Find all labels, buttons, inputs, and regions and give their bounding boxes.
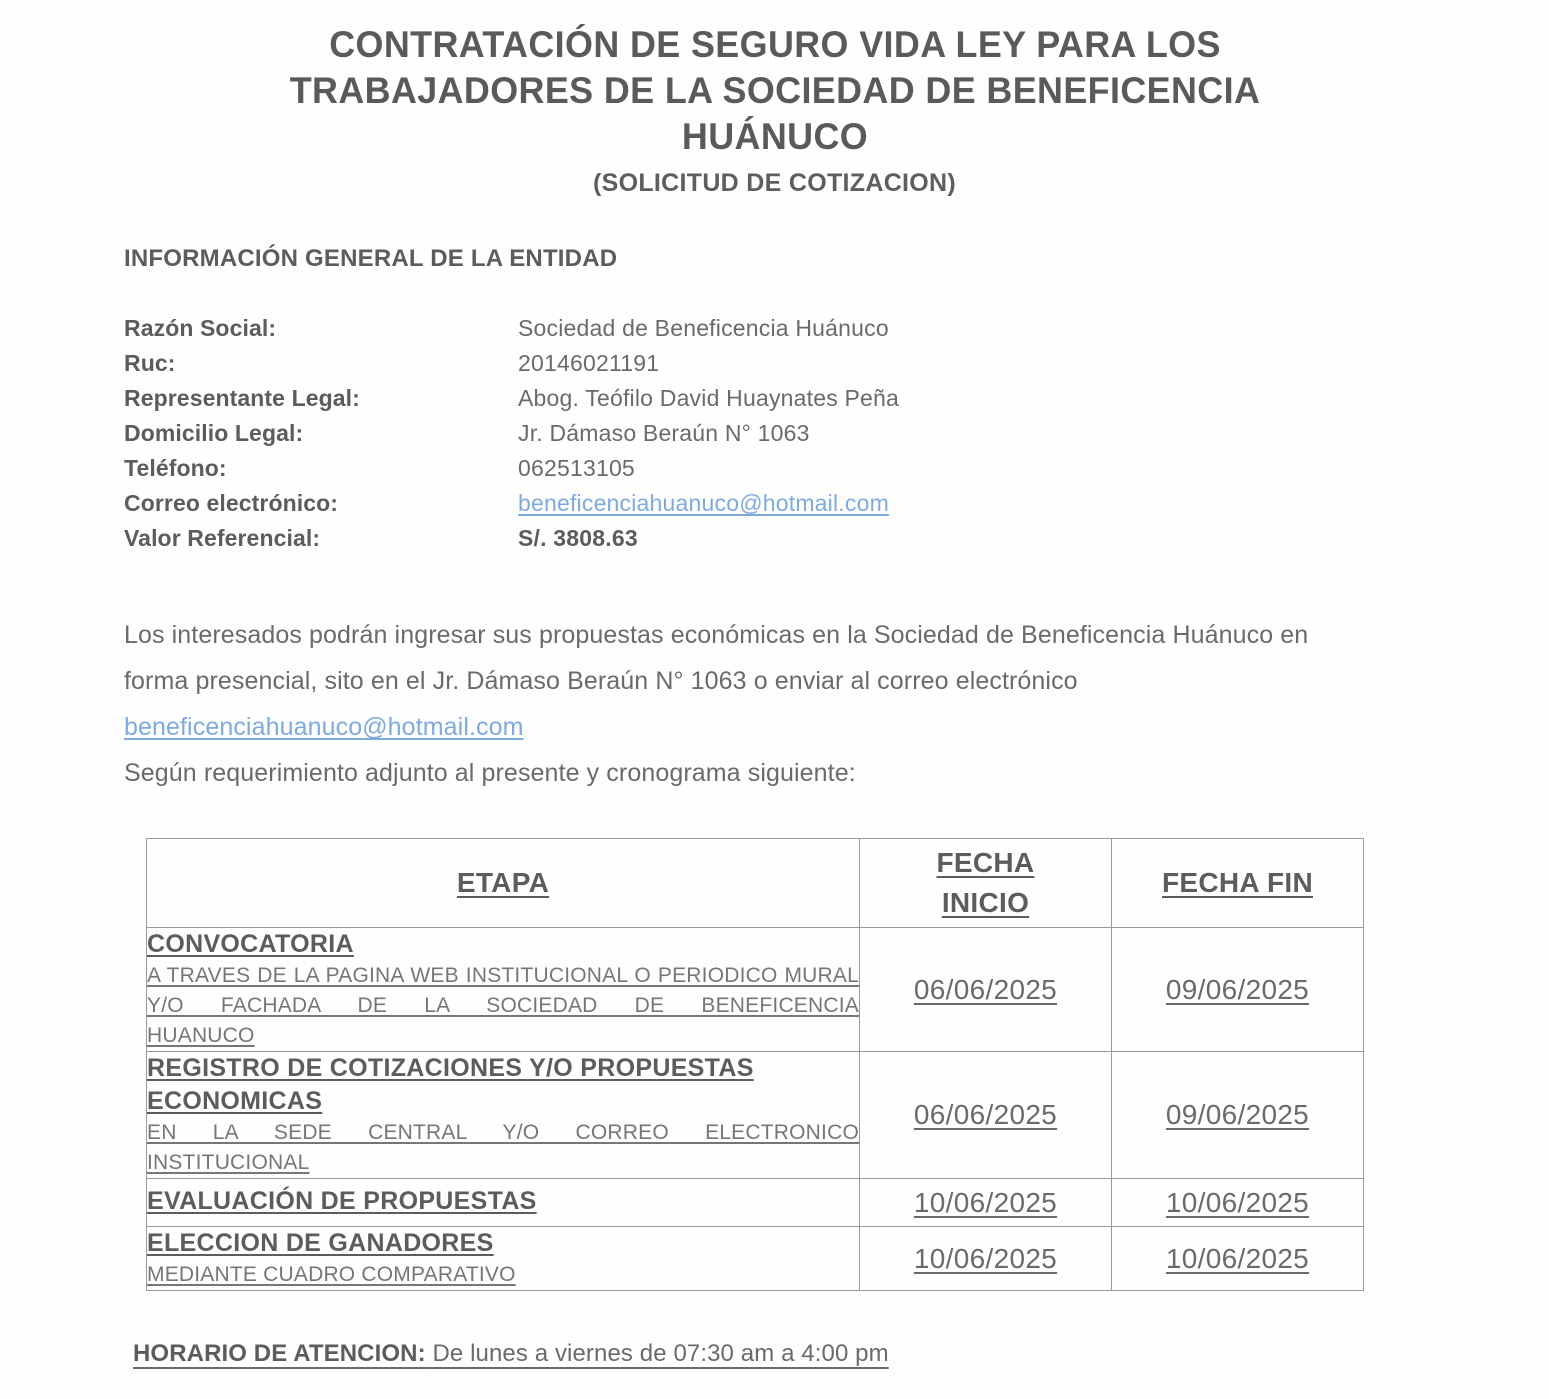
info-row-domicilio-legal xyxy=(124,420,1224,455)
etapa-title: ELECCION DE GANADORES xyxy=(147,1229,494,1257)
info-value: 062513105 xyxy=(518,455,635,481)
fecha-fin-value: 09/06/2025 xyxy=(1165,973,1310,1005)
info-value: Sociedad de Beneficencia Huánuco xyxy=(518,315,889,341)
cell-fecha-fin xyxy=(1112,1052,1364,1179)
instructions-paragraph xyxy=(124,612,1324,796)
info-row-valor-referencial xyxy=(124,525,1224,560)
paragraph-text-part1: Los interesados podrán ingresar sus propuestas económicas en la Sociedad de Beneficencia Huánuco en forma presencial, sito en el Jr. Dámaso Beraún N° 1063 o enviar al correo electrónico xyxy=(124,621,1309,695)
fecha-inicio-value: 06/06/2025 xyxy=(913,973,1058,1005)
cell-etapa xyxy=(147,1227,860,1291)
table-row xyxy=(147,1179,1364,1227)
fecha-fin-value: 10/06/2025 xyxy=(1165,1242,1310,1274)
fecha-fin-value: 09/06/2025 xyxy=(1165,1099,1310,1130)
column-header-fecha-inicio-line2: INICIO xyxy=(941,887,1030,918)
footer-office-hours xyxy=(133,1340,889,1368)
column-header-etapa-label: ETAPA xyxy=(456,867,550,898)
column-header-fecha-inicio-line1: FECHA xyxy=(936,847,1035,878)
etapa-subtext-lastline: INSTITUCIONAL xyxy=(147,1151,310,1174)
info-value: Jr. Dámaso Beraún N° 1063 xyxy=(518,420,810,446)
etapa-subtext xyxy=(147,1118,859,1178)
info-row-ruc xyxy=(124,350,1224,385)
info-row-correo-electronico xyxy=(124,490,1224,525)
table-row xyxy=(147,1227,1364,1291)
footer-label: HORARIO DE ATENCION: xyxy=(133,1340,426,1367)
info-label: Valor Referencial: xyxy=(124,525,321,551)
fecha-inicio-value: 10/06/2025 xyxy=(913,1242,1058,1274)
column-header-fecha-fin-label: FECHA FIN xyxy=(1162,867,1313,898)
section-heading-entity-info: INFORMACIÓN GENERAL DE LA ENTIDAD xyxy=(124,245,618,272)
etapa-subtext-body: EN LA SEDE CENTRAL Y/O CORREO ELECTRONICO xyxy=(147,1121,859,1144)
info-label: Razón Social: xyxy=(124,315,277,341)
email-link-inline[interactable]: beneficenciahuanuco@hotmail.com xyxy=(124,713,524,741)
etapa-title: EVALUACIÓN DE PROPUESTAS xyxy=(147,1187,537,1215)
table-header-row xyxy=(147,839,1364,928)
info-label: Domicilio Legal: xyxy=(124,420,304,446)
info-row-representante-legal xyxy=(124,385,1224,420)
schedule-table-body xyxy=(147,928,1364,1291)
schedule-table xyxy=(146,838,1364,1291)
etapa-subtext xyxy=(147,1260,859,1290)
info-label: Teléfono: xyxy=(124,455,227,481)
info-label: Representante Legal: xyxy=(124,385,360,411)
info-value: 20146021191 xyxy=(518,350,660,376)
schedule-table-wrapper xyxy=(146,838,1363,1291)
fecha-fin-value: 10/06/2025 xyxy=(1165,1186,1310,1218)
cell-fecha-fin xyxy=(1112,1227,1364,1291)
table-row xyxy=(147,928,1364,1052)
info-value: S/. 3808.63 xyxy=(518,525,638,551)
fecha-inicio-value: 06/06/2025 xyxy=(913,1099,1058,1130)
info-label: Correo electrónico: xyxy=(124,490,339,516)
entity-info-list xyxy=(124,315,1224,560)
etapa-subtext-lastline: MEDIANTE CUADRO COMPARATIVO xyxy=(147,1263,516,1286)
etapa-title: CONVOCATORIA xyxy=(147,930,354,958)
cell-etapa xyxy=(147,928,860,1052)
title-block xyxy=(0,22,1549,198)
cell-fecha-fin xyxy=(1112,1179,1364,1227)
etapa-subtext-lastline: HUANUCO xyxy=(147,1024,255,1047)
email-link[interactable]: beneficenciahuanuco@hotmail.com xyxy=(518,490,889,516)
fecha-inicio-value: 10/06/2025 xyxy=(913,1186,1058,1218)
cell-fecha-inicio xyxy=(860,928,1112,1052)
column-header-fecha-fin xyxy=(1112,839,1364,928)
info-row-razon-social xyxy=(124,315,1224,350)
cell-fecha-inicio xyxy=(860,1227,1112,1291)
cell-etapa xyxy=(147,1052,860,1179)
info-value-email xyxy=(518,490,889,517)
cell-fecha-fin xyxy=(1112,928,1364,1052)
footer-value: De lunes a viernes de 07:30 am a 4:00 pm xyxy=(425,1340,889,1367)
etapa-subtext xyxy=(147,961,859,1051)
schedule-table-head xyxy=(147,839,1364,928)
page-title: CONTRATACIÓN DE SEGURO VIDA LEY PARA LOS TRABAJADORES DE LA SOCIEDAD DE BENEFICENCIA HUÁNUCO xyxy=(289,24,1260,157)
info-label: Ruc: xyxy=(124,350,176,376)
info-row-telefono xyxy=(124,455,1224,490)
table-row xyxy=(147,1052,1364,1179)
etapa-subtext-body: A TRAVES DE LA PAGINA WEB INSTITUCIONAL O PERIODICO MURAL Y/O FACHADA DE LA SOCIEDAD DE BENEFICENCIA xyxy=(147,964,859,1017)
cell-fecha-inicio xyxy=(860,1179,1112,1227)
column-header-fecha-inicio xyxy=(860,839,1112,928)
etapa-title: REGISTRO DE COTIZACIONES Y/O PROPUESTAS ECONOMICAS xyxy=(147,1054,754,1115)
info-value: Abog. Teófilo David Huaynates Peña xyxy=(518,385,900,411)
cell-fecha-inicio xyxy=(860,1052,1112,1179)
column-header-etapa xyxy=(147,839,860,928)
paragraph-text-part2: Según requerimiento adjunto al presente y cronograma siguiente: xyxy=(124,759,856,787)
cell-etapa xyxy=(147,1179,860,1227)
page-subtitle: (SOLICITUD DE COTIZACION) xyxy=(592,169,957,197)
